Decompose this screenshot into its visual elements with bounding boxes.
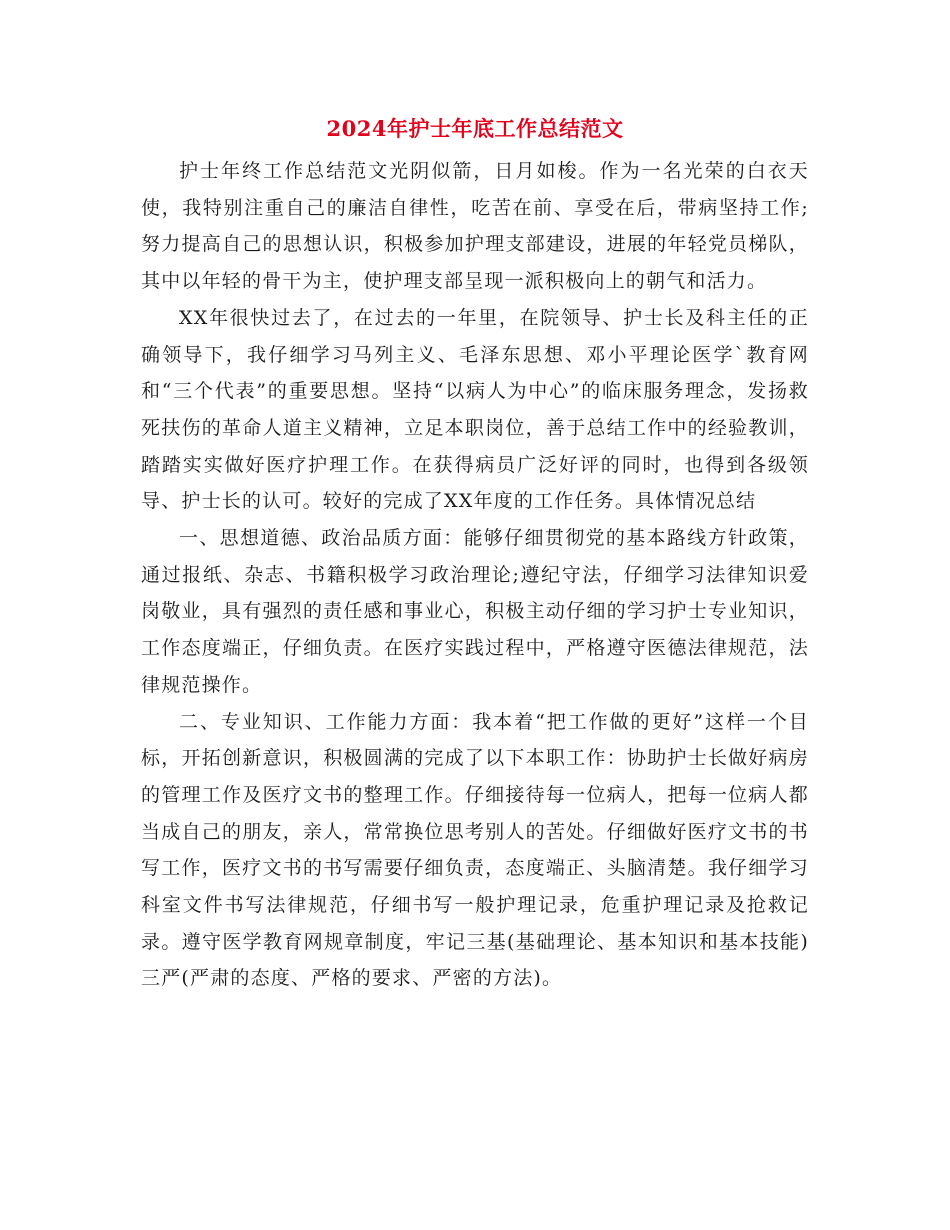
paragraph-3: 一、思想道德、政治品质方面：能够仔细贯彻党的基本路线方针政策，通过报纸、杂志、书籍积极学习政治理论;遵纪守法，仔细学习法律知识爱岗敬业，具有强烈的责任感和事业心，积极主动仔细的学习护士专业知识，工作态度端正，仔细负责。在医疗实践过程中，严格遵守医德法律规范，法律规范操作。 xyxy=(141,527,809,696)
paragraph-2: XX年很快过去了，在过去的一年里，在院领导、护士长及科主任的正确领导下，我仔细学习马列主义、毛泽东思想、邓小平理论医学`教育网和“三个代表”的重要思想。坚持“以病人为中心”的临床服务理念，发扬救死扶伤的革命人道主义精神，立足本职岗位，善于总结工作中的经验教训，踏踏实实做好医疗护理工作。在获得病员广泛好评的同时，也得到各级领导、护士长的认可。较好的完成了XX年度的工作任务。具体情况总结 xyxy=(141,306,809,513)
paragraph-4: 二、专业知识、工作能力方面：我本着“把工作做的更好”这样一个目标，开拓创新意识，积极圆满的完成了以下本职工作：协助护士长做好病房的管理工作及医疗文书的整理工作。仔细接待每一位病人，把每一位病人都当成自己的朋友，亲人，常常换位思考别人的苦处。仔细做好医疗文书的书写工作，医疗文书的书写需要仔细负责，态度端正、头脑清楚。我仔细学习科室文件书写法律规范，仔细书写一般护理记录，危重护理记录及抢救记录。遵守医学教育网规章制度，牢记三基(基础理论、基本知识和基本技能)三严(严肃的态度、严格的要求、严密的方法)。 xyxy=(141,710,809,990)
document-title: 2024年护士年底工作总结范文 xyxy=(326,116,624,141)
paragraph-1: 护士年终工作总结范文光阴似箭，日月如梭。作为一名光荣的白衣天使，我特别注重自己的廉洁自律性，吃苦在前、享受在后，带病坚持工作;努力提高自己的思想认识，积极参加护理支部建设，进展的年轻党员梯队，其中以年轻的骨干为主，使护理支部呈现一派积极向上的朝气和活力。 xyxy=(141,160,809,293)
document-body xyxy=(141,153,809,997)
